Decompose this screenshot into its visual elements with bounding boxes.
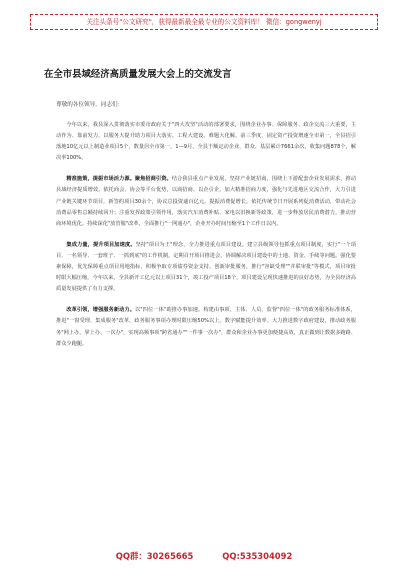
salutation: 尊敬的各位领导，同志们： (56, 102, 124, 108)
contact-footer (0, 550, 408, 562)
paragraph-text: 以"四位一体"助推办事加速。构建由事项、主体、人员、监督"四位一体"的政务服务标准体系，推进"一窗受理、集成服务"改革，政务服务事项办理时限压缩50%以上。数字赋能提升效率。大力推进数字政府建设，推动政务服务"网上办、掌上办、一次办"，实现高频事项"跨省通办""一件事一次办"，群众和企业办事更加便捷高效，真正做到让数据多跑路、群众少跑腿。 (56, 307, 356, 347)
paragraph (56, 174, 356, 229)
paragraph (56, 305, 356, 349)
paragraph-lead: 改革引领，增强服务新动力。 (66, 307, 136, 314)
paragraph (56, 240, 356, 295)
promo-banner-text: 关注头条号"公文研究"，获得最新最全最专业的公文资料库！ (86, 18, 264, 26)
paragraph-text: 结合我县重点产业发展，坚持产业链招商，围绕上下游配套企业发展需求，推动县域经济提质增效。依托商会、协会等平台优势，以商招商、以企引企，加大精准招商力度，强化与先进地区交流合作，大力引进产业链关键环节项目，新签约项目30余个，协议总投资逾百亿元。提振消费促增长。依托传统节日开展系列促消费活动，带动社会消费品零售总额持续回升；注重发挥政策引领作用，落实汽车消费补贴、家电以旧换新等政策，进一步释放居民消费潜力。推动营商环境优化。持续深化"放管服"改革，全面推行"一网通办"，企业开办时间压缩至1个工作日以内。 (56, 176, 356, 227)
paragraph-text: 坚持"项目为王"理念，全力推进重点项目建设。建立县级领导包抓重点项目制度，实行"一个项目、一名领导、一套班子、一抓到底"的工作机制，定期召开项目推进会，协调解决项目建设中的土地、资金、手续等问题。强化要素保障，优先保障重点项目用地指标，积极争取专项债券资金支持。创新审批服务，推行"容缺受理""并联审批"等模式，项目审批时限大幅压缩。今年以来，全县新开工亿元以上项目31个，竣工投产项目18个，项目建设呈现快速推进的良好态势，为全县经济高质量发展提供了有力支撑。 (56, 241, 356, 293)
document-body (56, 120, 356, 360)
document-title: 在全市县域经济高质量发展大会上的交流发言 (44, 69, 232, 80)
paragraph-lead: 精准施策，提振市场活力源。聚焦招商引资。 (66, 176, 172, 183)
paragraph (56, 120, 356, 164)
qq-text: QQ:535304092 (222, 551, 293, 561)
paragraph-text: 今年以来，我县深入贯彻落实市委市政府关于"四大攻坚"活动的部署要求，围绕企业办事、保障服务、政企交流三大重要，主动作为、靠前发力，以服务大提升助力项目大落实、工程大建设、难题大化解。前三季度，固定资产投资增速全市第一，全县招引落地10亿元以上制造业项目5个，数量居全市第一。1—9月，全县于额定动企业、群众、基层累计7661余次，收集问题878个，解决率100%。 (56, 122, 356, 162)
promo-banner-wechat: 微信：gongwenyj (265, 18, 322, 26)
promo-banner (30, 14, 378, 30)
qq-group-text: QQ群：30265665 (115, 551, 194, 561)
paragraph-lead: 集成力量，提升项目加速度。 (66, 241, 136, 248)
